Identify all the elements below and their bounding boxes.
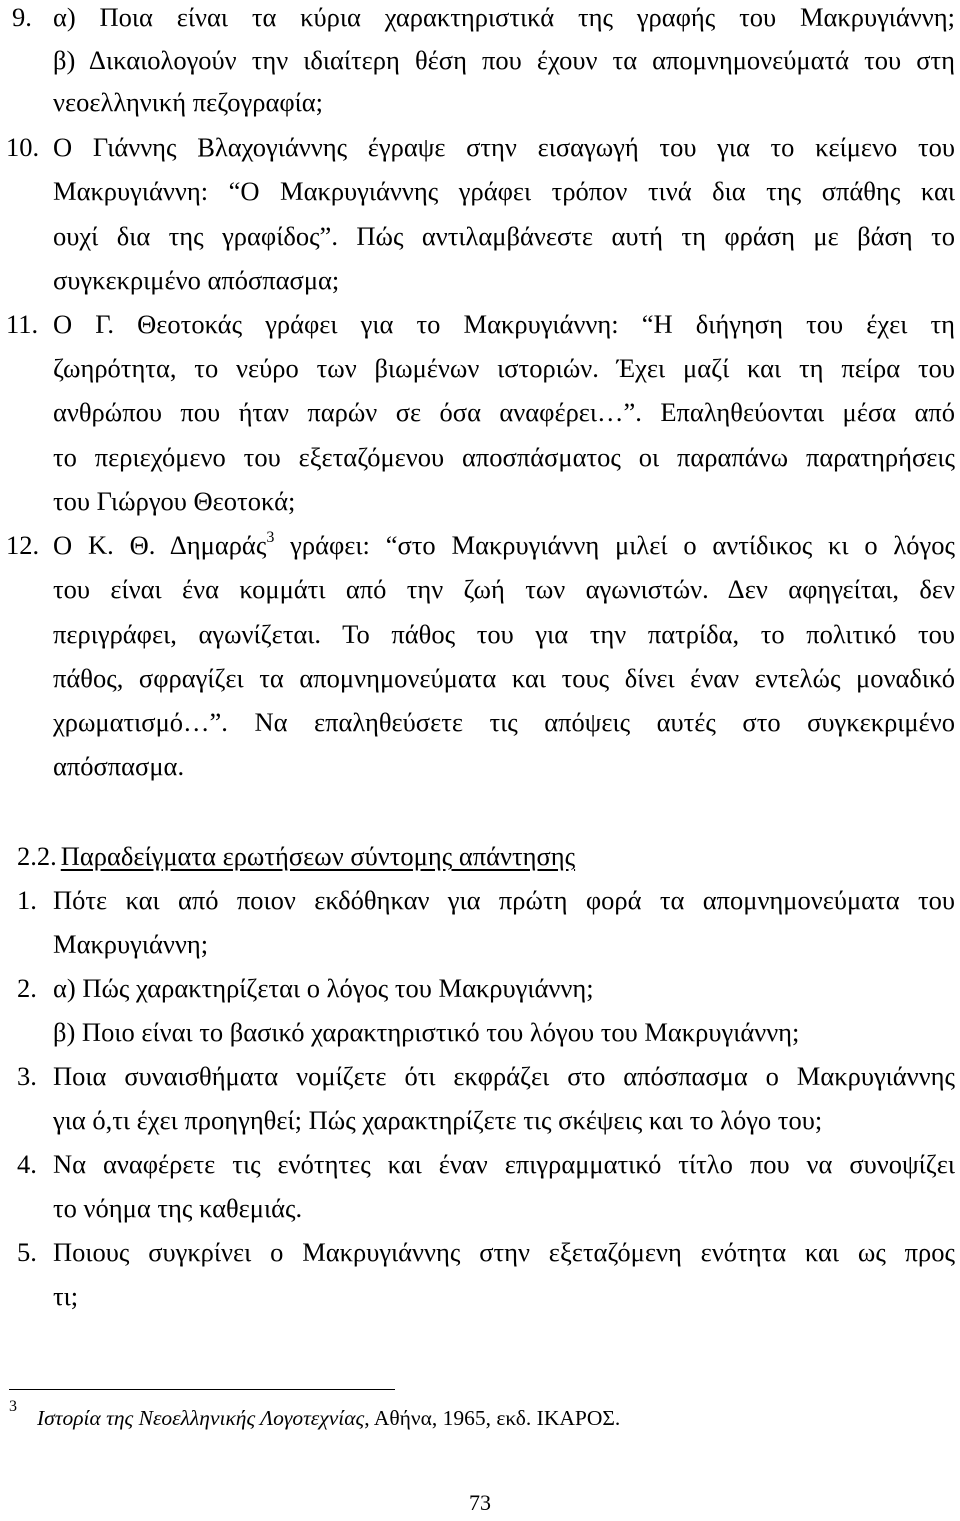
footnote-mark: 3: [9, 1398, 17, 1415]
short-question-3-number: 3.: [17, 1061, 37, 1091]
footnote-reference: 3: [266, 529, 275, 546]
short-question-2-line-1: α) Πώς χαρακτηρίζεται ο λόγος του Μακρυγιάννη;: [53, 973, 594, 1003]
question-12-line-1: [53, 529, 955, 560]
question-10-line-2: Μακρυγιάννη: “Ο Μακρυγιάννης γράφει τρόπον τινά δια της σπάθης και: [53, 176, 955, 206]
section-number: 2.2.: [17, 841, 57, 871]
question-11-line-4: το περιεχόμενο του εξεταζόμενου αποσπάσματος οι παραπάνω παρατηρήσεις: [53, 442, 955, 472]
question-12-number: 12.: [6, 530, 40, 560]
question-12-line-4: πάθος, σφραγίζει τα απομνημονεύματα και τους δίνει έναν εντελώς μοναδικό: [53, 663, 955, 693]
short-question-5-line-2: τι;: [53, 1281, 79, 1311]
short-question-1-line-2: Μακρυγιάννη;: [53, 929, 209, 959]
short-question-2-number: 2.: [17, 973, 37, 1003]
question-9-number: 9.: [12, 2, 32, 32]
question-11-line-1: Ο Γ. Θεοτοκάς γράφει για το Μακρυγιάννη: “Η διήγηση του έχει τη: [53, 309, 955, 339]
short-question-4-line-2: το νόημα της καθεμιάς.: [53, 1193, 303, 1223]
short-question-1-number: 1.: [17, 885, 37, 915]
short-question-3-line-2: για ό,τι έχει προηγηθεί; Πώς χαρακτηρίζετε τις σκέψεις και το λόγο του;: [53, 1105, 823, 1135]
short-question-2-line-2: β) Ποιο είναι το βασικό χαρακτηριστικό του λόγου του Μακρυγιάννη;: [53, 1017, 800, 1047]
footnote-separator: [9, 1389, 395, 1390]
short-question-4-number: 4.: [17, 1149, 37, 1179]
question-11-line-3: ανθρώπου που ήταν παρών σε όσα αναφέρει…”. Επαληθεύονται μέσα από: [53, 397, 955, 427]
short-question-3-line-1: Ποια συναισθήματα νομίζετε ότι εκφράζει στο απόσπασμα ο Μακρυγιάννης: [53, 1061, 955, 1091]
section-title: Παραδείγματα ερωτήσεων σύντομης απάντησης: [60, 841, 576, 871]
question-11-line-2: ζωηρότητα, το νεύρο των βιωμένων ιστοριών. Έχει μαζί και τη πείρα του: [53, 353, 955, 383]
short-question-1-line-1: Πότε και από ποιον εκδόθηκαν για πρώτη φορά τα απομνημονεύματα του: [53, 885, 955, 915]
footnote-text: [37, 1408, 620, 1430]
short-question-5-number: 5.: [17, 1237, 37, 1267]
page-number: 73: [469, 1490, 491, 1515]
question-10-line-1: Ο Γιάννης Βλαχογιάννης έγραψε στην εισαγωγή του για το κείμενο του: [53, 132, 955, 162]
question-12-line-3: περιγράφει, αγωνίζεται. Το πάθος του για την πατρίδα, το πολιτικό του: [53, 619, 955, 649]
question-12-line-2: του είναι ένα κομμάτι από την ζωή των αγωνιστών. Δεν αφηγείται, δεν: [53, 574, 955, 604]
question-9-line-1: α) Ποια είναι τα κύρια χαρακτηριστικά της γραφής του Μακρυγιάννη;: [53, 2, 955, 32]
question-9-line-2: β) Δικαιολογούν την ιδιαίτερη θέση που έχουν τα απομνημονεύματά του στη: [53, 45, 955, 75]
short-question-4-line-1: Να αναφέρετε τις ενότητες και έναν επιγραμματικό τίτλο που να συνοψίζει: [53, 1149, 955, 1179]
section-heading: [17, 843, 919, 870]
short-question-5-line-1: Ποιους συγκρίνει ο Μακρυγιάννης στην εξεταζόμενη ενότητα και ως προς: [53, 1237, 955, 1267]
question-12-quote-start: γράφει: “στο Μακρυγιάννη μιλεί ο αντίδικος κι ο λόγος: [274, 530, 955, 560]
question-10-line-4: συγκεκριμένο απόσπασμα;: [53, 265, 340, 295]
footnote-publication: , Αθήνα, 1965, εκδ. ΙΚΑΡΟΣ.: [364, 1406, 621, 1430]
footnote-book-title: Ιστορία της Νεοελληνικής Λογοτεχνίας: [37, 1406, 365, 1430]
question-9-line-3: νεοελληνική πεζογραφία;: [53, 87, 323, 117]
question-10-line-3: ουχί δια της γραφίδος”. Πώς αντιλαμβάνεστε αυτή τη φράση με βάση το: [53, 221, 955, 251]
question-11-number: 11.: [6, 309, 39, 339]
question-10-number: 10.: [6, 132, 40, 162]
question-12-author: Ο Κ. Θ. Δημαράς: [53, 530, 267, 560]
question-11-line-5: του Γιώργου Θεοτοκά;: [53, 486, 296, 516]
question-12-line-6: απόσπασμα.: [53, 751, 185, 781]
question-12-line-5: χρωματισμό…”. Να επαληθεύσετε τις απόψεις αυτές στο συγκεκριμένο: [53, 707, 955, 737]
